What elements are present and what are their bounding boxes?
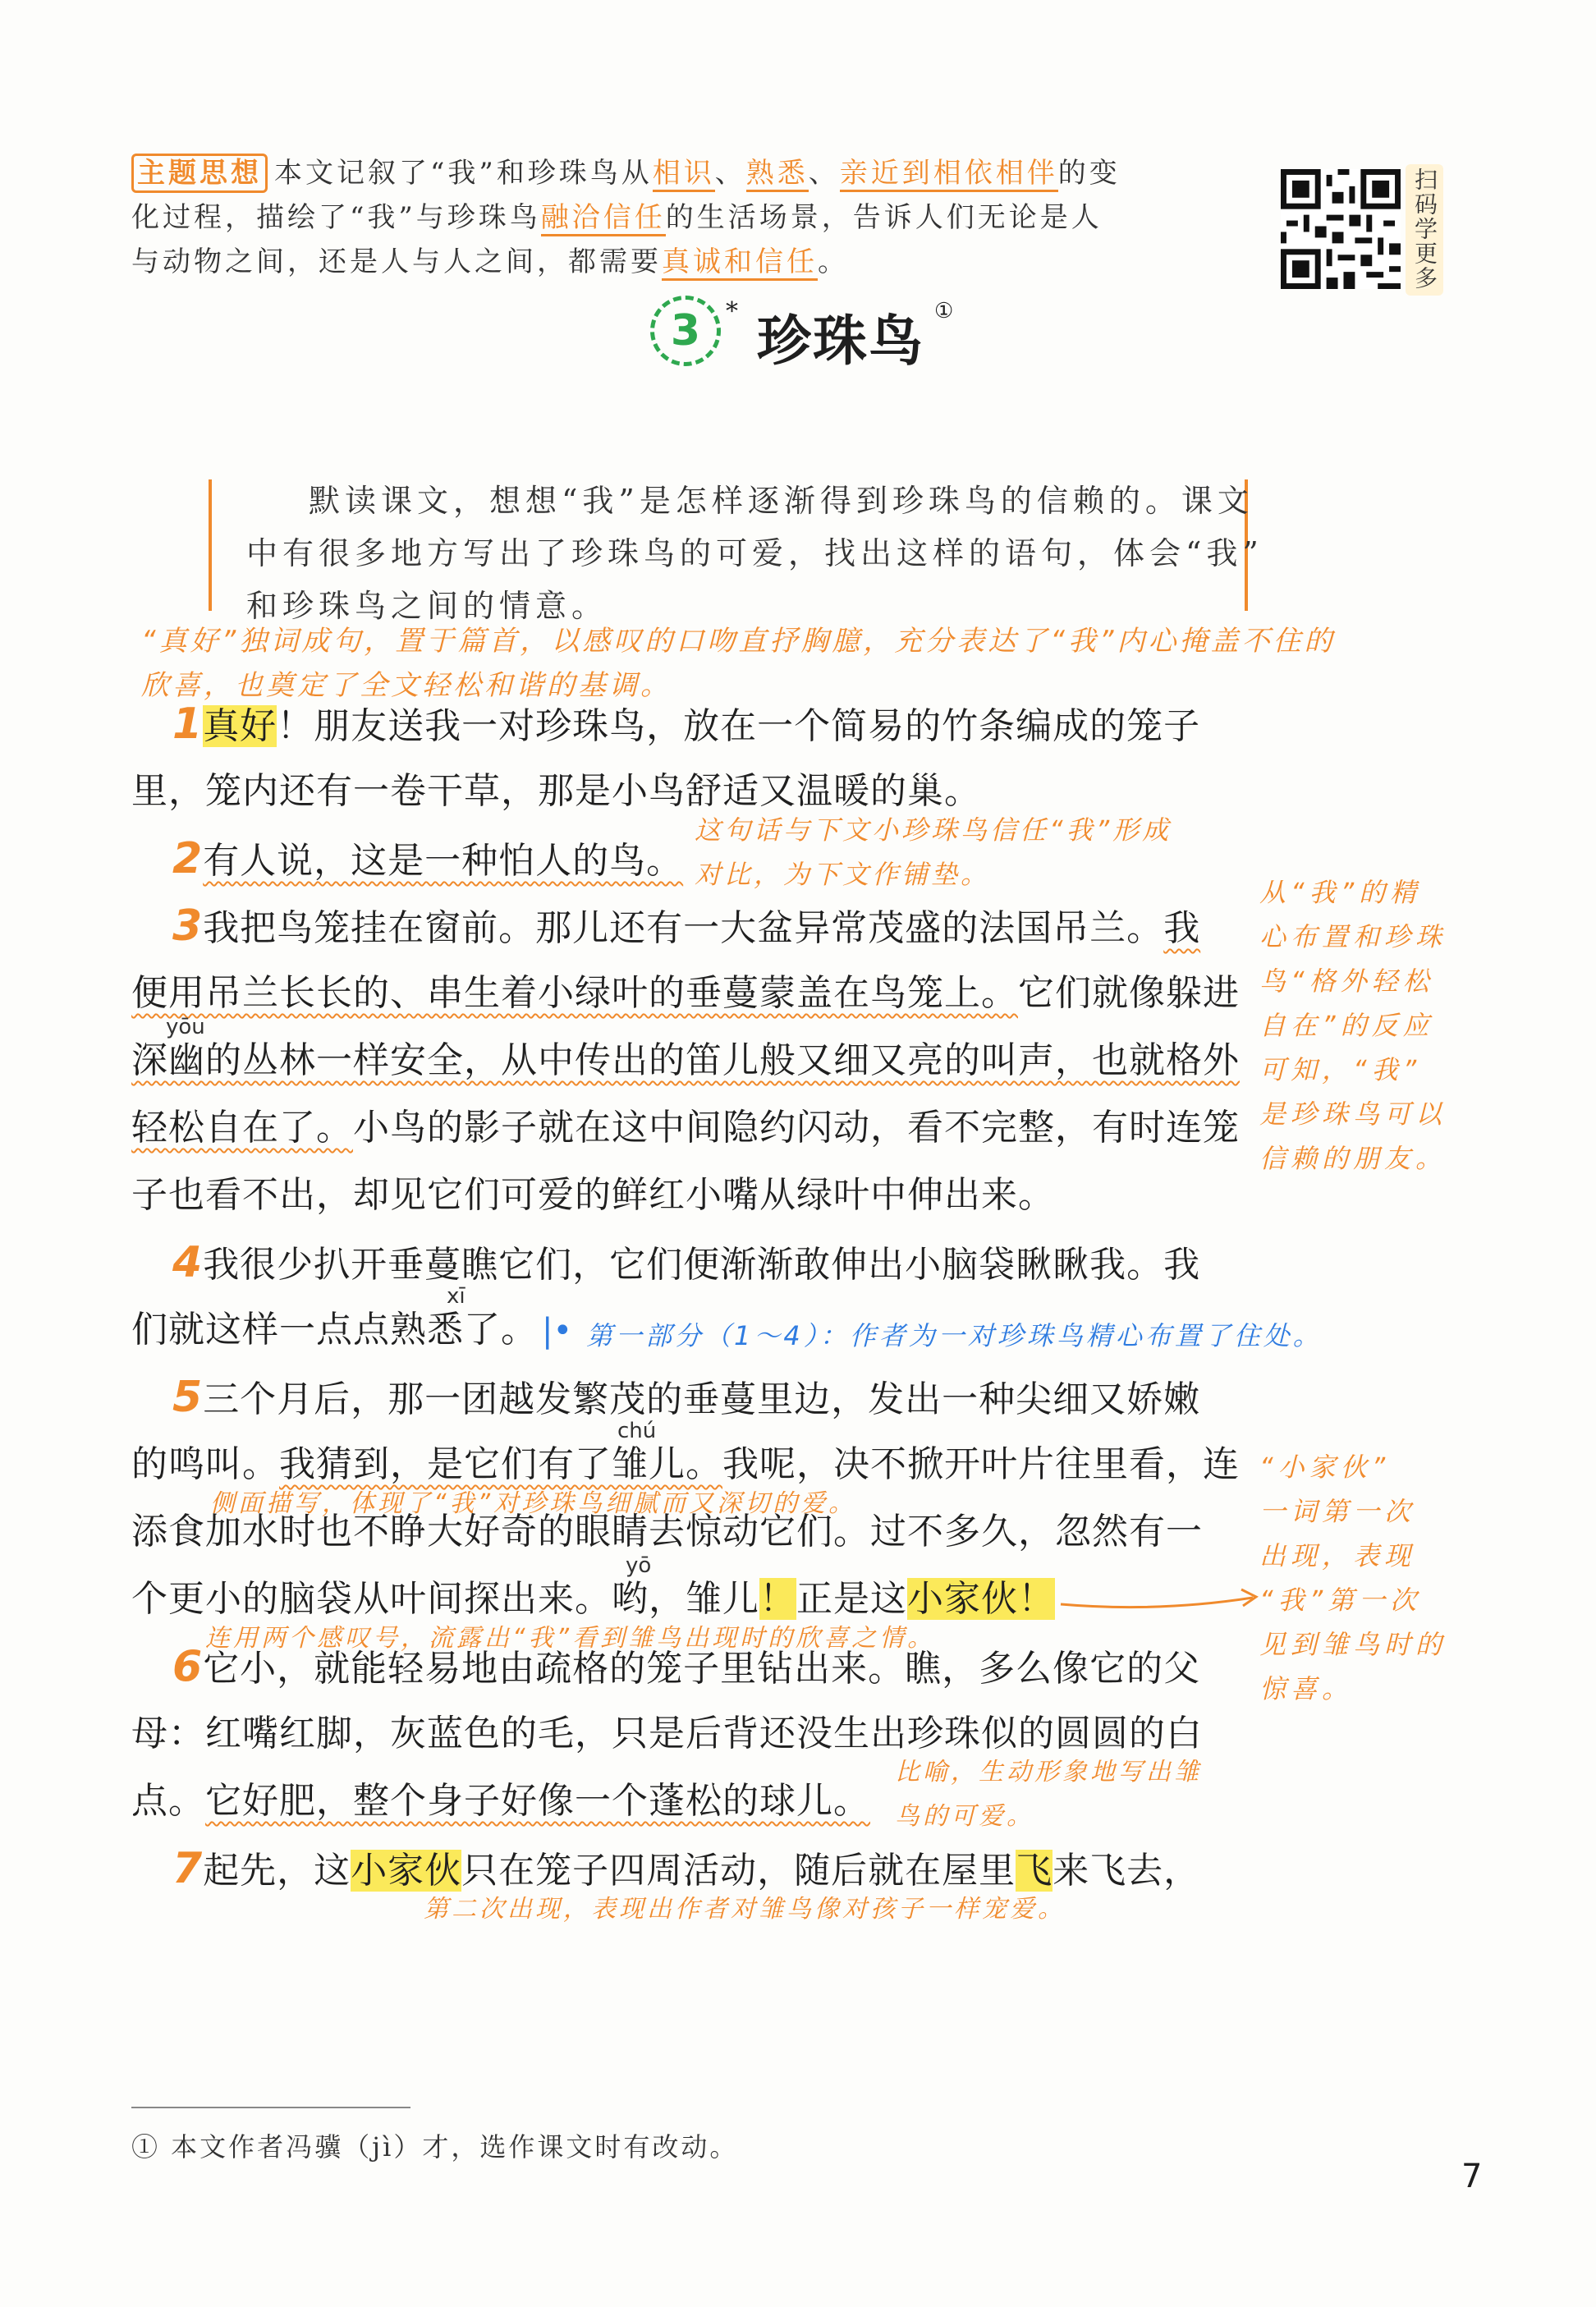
paragraph-5-line-1: 5三个月后，那一团越发繁茂的垂蔓里边，发出一种尖细又娇嫩 xyxy=(172,1373,1201,1422)
qr-code-icon xyxy=(1281,169,1401,289)
title-footnote-mark: ① xyxy=(934,299,954,323)
pinyin-xi: xī xyxy=(447,1284,466,1309)
paragraph-6-line-3: 点。它好肥，整个身子好像一个蓬松的球儿。 xyxy=(131,1780,870,1822)
annotation-part-1: 第一部分（1～4）：作者为一对珍珠鸟精心布置了住处。 xyxy=(586,1320,1323,1351)
annotation-second-appearance: 第二次出现，表现出作者对雏鸟像对孩子一样宠爱。 xyxy=(424,1895,1066,1924)
theme-block: 主题思想 本文记叙了“我”和珍珠鸟从相识、熟悉、亲近到相依相伴的变 化过程，描绘了“我”与珍珠鸟融洽信任的生活场景，告诉人们无论是人 与动物之间，还是人与人之间，都需要真诚和信任。 xyxy=(131,151,1121,284)
pinyin-chu: chú xyxy=(617,1419,657,1443)
reading-prompt: 默读课文，想想“我”是怎样逐渐得到珍珠鸟的信赖的。课文 中有很多地方写出了珍珠鸟的可爱，找出这样的语句，体会“我” 和珍珠鸟之间的情意。 xyxy=(246,483,1264,624)
footnote-divider xyxy=(131,2107,410,2108)
annotation-side-description: 侧面描写，体现了“我”对珍珠鸟细腻而又深切的爱。 xyxy=(210,1489,857,1518)
lesson-title: 珍珠鸟 xyxy=(757,310,924,373)
theme-tag: 主题思想 xyxy=(131,154,268,193)
prompt-bar-left xyxy=(209,479,212,611)
paragraph-3-line-4: 轻松自在了。小鸟的影子就在这中间隐约闪动，看不完整，有时连笼 xyxy=(131,1107,1240,1149)
lesson-star: * xyxy=(726,297,738,326)
paragraph-4-line-2: 们就这样一点点熟悉了。 xyxy=(131,1309,538,1351)
side-annotation-xiaojiahuo: “小家伙” 一词第一次 出现，表现 “我”第一次 见到雏鸟时的 惊喜。 xyxy=(1259,1452,1447,1704)
lesson-number-badge xyxy=(650,296,721,366)
paragraph-5-line-2: 的鸣叫。我猜到，是它们有了雏儿。我呢，决不掀开叶片往里看，连 xyxy=(131,1443,1240,1485)
paragraph-1-line-1: 1真好！朋友送我一对珍珠鸟，放在一个简易的竹条编成的笼子 xyxy=(172,699,1201,749)
page-number: 7 xyxy=(1461,2158,1483,2195)
paragraph-6-line-2: 母：红嘴红脚，灰蓝色的毛，只是后背还没生出珍珠似的圆圆的白 xyxy=(131,1713,1203,1754)
paragraph-3-line-1: 3我把鸟笼挂在窗前。那儿还有一大盆异常茂盛的法国吊兰。我 xyxy=(172,901,1201,951)
footnote: ① 本文作者冯骥（jì）才，选作课文时有改动。 xyxy=(131,2131,739,2163)
annotation-contrast: 这句话与下文小珍珠鸟信任“我”形成 对比，为下文作铺垫。 xyxy=(695,814,1172,890)
arrow-icon xyxy=(1059,1585,1264,1617)
paragraph-3-line-3: 深幽的丛林一样安全，从中传出的笛儿般又细又亮的叫声，也就格外 xyxy=(131,1039,1240,1081)
paragraph-2: 2有人说，这是一种怕人的鸟。 xyxy=(172,834,684,883)
part-marker-icon: |• xyxy=(542,1312,573,1350)
paragraph-5-line-3: 添食加水时也不睁大好奇的眼睛去惊动它们。过不多久，忽然有一 xyxy=(131,1511,1203,1553)
paragraph-5-line-4: 个更小的脑袋从叶间探出来。哟，雏儿！正是这小家伙！ xyxy=(131,1578,1055,1620)
side-annotation-friend: 从“我”的精 心布置和珍珠 鸟“格外轻松 自在”的反应 可知，“我” 是珍珠鸟可以 信赖的朋友。 xyxy=(1259,877,1447,1174)
paragraph-7: 7起先，这小家伙只在笼子四周活动，随后就在屋里飞来飞去， xyxy=(172,1844,1201,1893)
lesson-number: 3 xyxy=(670,306,701,355)
pinyin-you: yōu xyxy=(166,1015,205,1039)
pinyin-yo: yō xyxy=(626,1553,652,1578)
annotation-metaphor: 比喻，生动形象地写出雏 鸟的可爱。 xyxy=(895,1758,1202,1831)
qr-label: 扫码学更多 xyxy=(1411,167,1438,291)
paragraph-4-line-1: 4我很少扒开垂蔓瞧它们，它们便渐渐敢伸出小脑袋瞅瞅我。我 xyxy=(172,1238,1201,1287)
annotation-zhenhao: “真好”独词成句，置于篇首，以感叹的口吻直抒胸臆，充分表达了“我”内心掩盖不住的 欣喜，也奠定了全文轻松和谐的基调。 xyxy=(141,625,1336,702)
qr-code[interactable] xyxy=(1281,169,1401,289)
paragraph-3-line-5: 子也看不出，却见它们可爱的鲜红小嘴从绿叶中伸出来。 xyxy=(131,1174,1055,1216)
paragraph-1-line-2: 里，笼内还有一卷干草，那是小鸟舒适又温暖的巢。 xyxy=(131,770,981,812)
qr-label-box xyxy=(1406,164,1443,296)
annotation-exclamation: 连用两个感叹号，流露出“我”看到雏鸟出现时的欣喜之情。 xyxy=(205,1624,936,1653)
paragraph-3-line-2: 便用吊兰长长的、串生着小绿叶的垂蔓蒙盖在鸟笼上。它们就像躲进 xyxy=(131,972,1240,1014)
paragraph-6-line-1: 6它小，就能轻易地由疏格的笼子里钻出来。瞧，多么像它的父 xyxy=(172,1642,1201,1691)
